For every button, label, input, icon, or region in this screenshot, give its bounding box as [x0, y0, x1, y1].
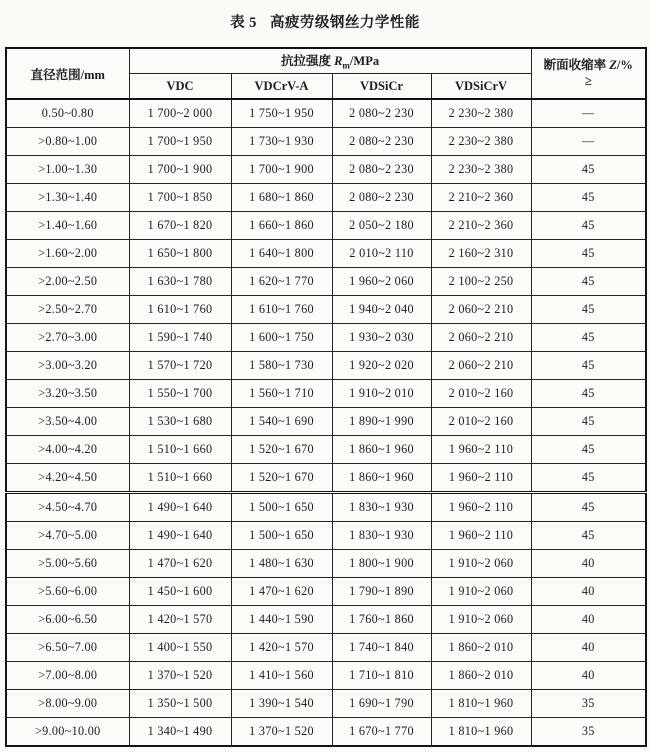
vdc-cell: 1 470~1 620	[129, 550, 231, 578]
vdc-cell: 1 420~1 570	[129, 606, 231, 634]
diameter-range-cell: >9.00~10.00	[6, 718, 129, 747]
vdc-cell: 1 630~1 780	[129, 268, 231, 296]
vdsicr-cell: 2 010~2 110	[332, 240, 431, 268]
table-row	[6, 128, 646, 156]
diameter-range-cell: >2.00~2.50	[6, 268, 129, 296]
diameter-range-cell: 0.50~0.80	[6, 99, 129, 128]
vdsicr-cell: 2 080~2 230	[332, 156, 431, 184]
vdc-cell: 1 700~1 950	[129, 128, 231, 156]
vdsicrv-cell: 1 960~2 110	[431, 522, 531, 550]
vdc-cell: 1 700~1 850	[129, 184, 231, 212]
table-row	[6, 99, 646, 128]
col-header-reduction	[531, 48, 646, 99]
vdsicr-cell: 1 920~2 020	[332, 352, 431, 380]
vdcrv-a-cell: 1 680~1 860	[231, 184, 332, 212]
diameter-range-cell: >5.00~5.60	[6, 550, 129, 578]
vdsicrv-cell: 1 910~2 060	[431, 606, 531, 634]
vdsicr-cell: 1 670~1 770	[332, 718, 431, 747]
vdsicr-cell: 1 930~2 030	[332, 324, 431, 352]
table-row	[6, 606, 646, 634]
vdsicr-cell: 1 860~1 960	[332, 464, 431, 493]
reduction-z-cell: 40	[531, 634, 646, 662]
vdsicr-cell: 1 890~1 990	[332, 408, 431, 436]
col-header-grade-vdc: VDC	[129, 74, 231, 100]
vdsicrv-cell: 2 010~2 160	[431, 408, 531, 436]
diameter-range-cell: >3.20~3.50	[6, 380, 129, 408]
reduction-z-cell: 45	[531, 184, 646, 212]
vdsicrv-cell: 1 960~2 110	[431, 436, 531, 464]
tensile-symbol: R	[334, 54, 343, 69]
vdc-cell: 1 610~1 760	[129, 296, 231, 324]
vdsicr-cell: 2 080~2 230	[332, 99, 431, 128]
vdsicr-cell: 2 050~2 180	[332, 212, 431, 240]
vdcrv-a-cell: 1 420~1 570	[231, 634, 332, 662]
gte-symbol: ≥	[584, 73, 592, 89]
vdsicr-cell: 1 910~2 010	[332, 380, 431, 408]
vdc-cell: 1 700~1 900	[129, 156, 231, 184]
vdsicrv-cell: 1 910~2 060	[431, 550, 531, 578]
vdsicrv-cell: 2 060~2 210	[431, 296, 531, 324]
vdcrv-a-cell: 1 370~1 520	[231, 718, 332, 747]
vdc-cell: 1 570~1 720	[129, 352, 231, 380]
col-header-grade-vdsicrv: VDSiCrV	[431, 74, 531, 100]
reduction-z-cell: 45	[531, 464, 646, 493]
table-row	[6, 156, 646, 184]
table-row	[6, 212, 646, 240]
table-row	[6, 690, 646, 718]
diameter-range-cell: >3.00~3.20	[6, 352, 129, 380]
diameter-range-cell: >1.40~1.60	[6, 212, 129, 240]
vdsicrv-cell: 1 960~2 110	[431, 464, 531, 493]
diameter-range-cell: >5.60~6.00	[6, 578, 129, 606]
vdcrv-a-cell: 1 390~1 540	[231, 690, 332, 718]
reduction-z-cell: 45	[531, 408, 646, 436]
vdcrv-a-cell: 1 410~1 560	[231, 662, 332, 690]
vdc-cell: 1 340~1 490	[129, 718, 231, 747]
reduction-label: 断面收缩率	[543, 58, 610, 73]
vdsicrv-cell: 2 210~2 360	[431, 184, 531, 212]
diameter-range-cell: >4.20~4.50	[6, 464, 129, 493]
diameter-range-cell: >4.50~4.70	[6, 493, 129, 522]
reduction-z-cell: 45	[531, 522, 646, 550]
diameter-range-cell: >3.50~4.00	[6, 408, 129, 436]
vdsicrv-cell: 1 860~2 010	[431, 662, 531, 690]
tensile-unit: /MPa	[349, 54, 380, 69]
vdcrv-a-cell: 1 640~1 800	[231, 240, 332, 268]
vdsicr-cell: 1 760~1 860	[332, 606, 431, 634]
properties-table	[5, 47, 647, 747]
diameter-range-cell: >8.00~9.00	[6, 690, 129, 718]
diameter-range-cell: >7.00~8.00	[6, 662, 129, 690]
diameter-range-cell: >4.00~4.20	[6, 436, 129, 464]
reduction-z-cell: 45	[531, 436, 646, 464]
vdc-cell: 1 510~1 660	[129, 436, 231, 464]
reduction-z-cell: 45	[531, 380, 646, 408]
diameter-range-cell: >2.70~3.00	[6, 324, 129, 352]
vdcrv-a-cell: 1 700~1 900	[231, 156, 332, 184]
vdcrv-a-cell: 1 580~1 730	[231, 352, 332, 380]
vdc-cell: 1 590~1 740	[129, 324, 231, 352]
vdc-cell: 1 510~1 660	[129, 464, 231, 493]
reduction-z-cell: 45	[531, 493, 646, 522]
vdc-cell: 1 400~1 550	[129, 634, 231, 662]
vdc-cell: 1 450~1 600	[129, 578, 231, 606]
table-body	[6, 99, 646, 746]
col-header-grade-vdcrv-a: VDCrV-A	[231, 74, 332, 100]
vdsicr-cell: 2 080~2 230	[332, 128, 431, 156]
reduction-unit: /%	[616, 58, 633, 73]
vdsicr-cell: 1 790~1 890	[332, 578, 431, 606]
table-row	[6, 634, 646, 662]
reduction-z-cell: —	[531, 99, 646, 128]
diameter-range-cell: >6.50~7.00	[6, 634, 129, 662]
header-row-group	[6, 48, 646, 74]
vdc-cell: 1 490~1 640	[129, 493, 231, 522]
reduction-z-cell: —	[531, 128, 646, 156]
table-row	[6, 352, 646, 380]
table-row	[6, 436, 646, 464]
vdsicr-cell: 1 740~1 840	[332, 634, 431, 662]
vdsicrv-cell: 1 960~2 110	[431, 493, 531, 522]
vdcrv-a-cell: 1 520~1 670	[231, 436, 332, 464]
col-header-diameter: 直径范围/mm	[6, 48, 129, 99]
vdsicrv-cell: 2 230~2 380	[431, 128, 531, 156]
table-row	[6, 464, 646, 493]
reduction-z-cell: 35	[531, 718, 646, 747]
vdc-cell: 1 700~2 000	[129, 99, 231, 128]
tensile-symbol-sub: m	[342, 60, 350, 71]
vdsicr-cell: 1 710~1 810	[332, 662, 431, 690]
vdcrv-a-cell: 1 480~1 630	[231, 550, 332, 578]
table-row	[6, 380, 646, 408]
col-header-grade-vdsicr: VDSiCr	[332, 74, 431, 100]
vdc-cell: 1 350~1 500	[129, 690, 231, 718]
vdcrv-a-cell: 1 440~1 590	[231, 606, 332, 634]
reduction-z-cell: 45	[531, 240, 646, 268]
vdcrv-a-cell: 1 750~1 950	[231, 99, 332, 128]
table-row	[6, 662, 646, 690]
vdsicr-cell: 1 830~1 930	[332, 522, 431, 550]
reduction-z-cell: 45	[531, 268, 646, 296]
vdsicrv-cell: 2 210~2 360	[431, 212, 531, 240]
vdsicrv-cell: 2 230~2 380	[431, 156, 531, 184]
vdsicrv-cell: 2 060~2 210	[431, 352, 531, 380]
vdcrv-a-cell: 1 610~1 760	[231, 296, 332, 324]
vdsicrv-cell: 1 910~2 060	[431, 578, 531, 606]
vdcrv-a-cell: 1 660~1 860	[231, 212, 332, 240]
vdsicr-cell: 1 960~2 060	[332, 268, 431, 296]
vdsicrv-cell: 2 230~2 380	[431, 99, 531, 128]
vdc-cell: 1 670~1 820	[129, 212, 231, 240]
reduction-z-cell: 45	[531, 156, 646, 184]
col-header-tensile-group	[129, 48, 531, 74]
table-number: 表 5	[230, 15, 257, 31]
vdc-cell: 1 490~1 640	[129, 522, 231, 550]
vdsicr-cell: 1 940~2 040	[332, 296, 431, 324]
tensile-label: 抗拉强度	[280, 54, 335, 69]
vdsicr-cell: 1 830~1 930	[332, 493, 431, 522]
table-header	[6, 48, 646, 99]
vdsicrv-cell: 1 810~1 960	[431, 690, 531, 718]
vdc-cell: 1 370~1 520	[129, 662, 231, 690]
table-row	[6, 240, 646, 268]
table-row	[6, 550, 646, 578]
table-row	[6, 522, 646, 550]
diameter-range-cell: >1.00~1.30	[6, 156, 129, 184]
vdc-cell: 1 530~1 680	[129, 408, 231, 436]
vdc-cell: 1 550~1 700	[129, 380, 231, 408]
vdcrv-a-cell: 1 470~1 620	[231, 578, 332, 606]
reduction-symbol: Z	[609, 58, 617, 73]
vdsicr-cell: 2 080~2 230	[332, 184, 431, 212]
vdsicr-cell: 1 800~1 900	[332, 550, 431, 578]
table-row	[6, 268, 646, 296]
table-row	[6, 184, 646, 212]
vdsicrv-cell: 1 860~2 010	[431, 634, 531, 662]
vdsicrv-cell: 1 810~1 960	[431, 718, 531, 747]
vdsicrv-cell: 2 160~2 310	[431, 240, 531, 268]
reduction-z-cell: 45	[531, 212, 646, 240]
vdsicr-cell: 1 690~1 790	[332, 690, 431, 718]
table-row	[6, 296, 646, 324]
reduction-z-cell: 45	[531, 296, 646, 324]
vdcrv-a-cell: 1 620~1 770	[231, 268, 332, 296]
reduction-z-cell: 40	[531, 606, 646, 634]
table-row	[6, 493, 646, 522]
vdcrv-a-cell: 1 560~1 710	[231, 380, 332, 408]
page-title	[0, 0, 650, 30]
vdc-cell: 1 650~1 800	[129, 240, 231, 268]
diameter-range-cell: >0.80~1.00	[6, 128, 129, 156]
diameter-range-cell: >2.50~2.70	[6, 296, 129, 324]
table-row	[6, 718, 646, 747]
vdsicrv-cell: 2 060~2 210	[431, 324, 531, 352]
reduction-z-cell: 40	[531, 662, 646, 690]
vdcrv-a-cell: 1 730~1 930	[231, 128, 332, 156]
vdcrv-a-cell: 1 520~1 670	[231, 464, 332, 493]
vdcrv-a-cell: 1 500~1 650	[231, 493, 332, 522]
reduction-z-cell: 40	[531, 578, 646, 606]
vdsicrv-cell: 2 010~2 160	[431, 380, 531, 408]
table-row	[6, 408, 646, 436]
table-row	[6, 578, 646, 606]
diameter-range-cell: >6.00~6.50	[6, 606, 129, 634]
table-title-text: 高疲劳级钢丝力学性能	[269, 15, 420, 31]
diameter-range-cell: >1.30~1.40	[6, 184, 129, 212]
table-row	[6, 324, 646, 352]
reduction-z-cell: 45	[531, 324, 646, 352]
vdcrv-a-cell: 1 500~1 650	[231, 522, 332, 550]
reduction-z-cell: 45	[531, 352, 646, 380]
vdsicr-cell: 1 860~1 960	[332, 436, 431, 464]
diameter-range-cell: >1.60~2.00	[6, 240, 129, 268]
vdcrv-a-cell: 1 540~1 690	[231, 408, 332, 436]
diameter-range-cell: >4.70~5.00	[6, 522, 129, 550]
reduction-z-cell: 35	[531, 690, 646, 718]
vdsicrv-cell: 2 100~2 250	[431, 268, 531, 296]
vdcrv-a-cell: 1 600~1 750	[231, 324, 332, 352]
reduction-z-cell: 40	[531, 550, 646, 578]
